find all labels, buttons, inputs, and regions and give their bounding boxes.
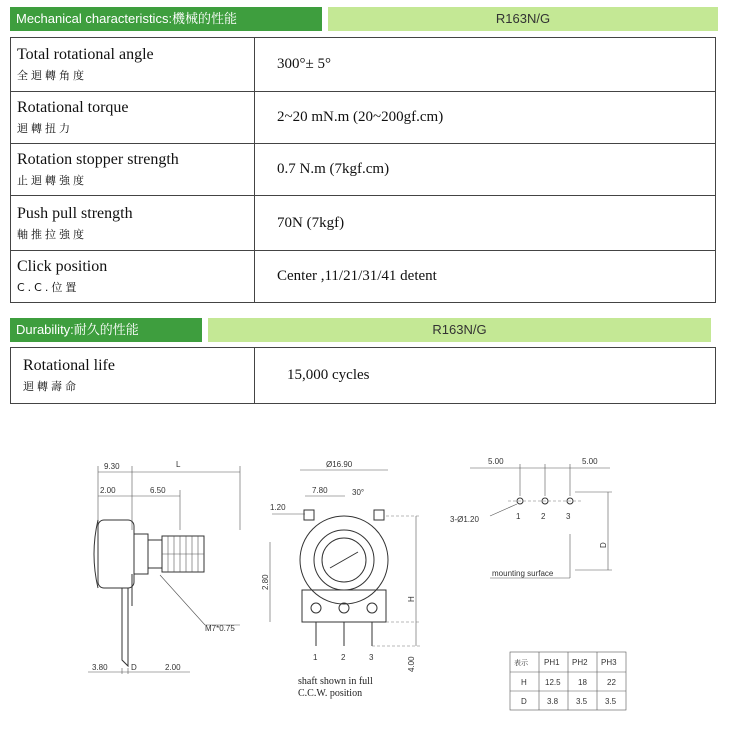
table-cell: 18: [578, 678, 587, 687]
thread-label: M7*0.75: [205, 624, 235, 633]
dim-D-pins: D: [599, 542, 608, 548]
table-header-cell: PH1: [544, 658, 560, 667]
dim-L: L: [176, 460, 181, 469]
pin-2-front: 2: [341, 653, 346, 662]
front-caption-2: C.C.W. position: [298, 688, 363, 699]
row-label-zh: 全迴轉角度: [17, 69, 87, 82]
technical-drawing: [0, 430, 730, 730]
front-caption-1: shaft shown in full: [298, 676, 373, 687]
table-header-cell: PH2: [572, 658, 588, 667]
durability-section-header: Durability:耐久的性能: [10, 318, 202, 342]
table-cell: D: [521, 697, 527, 706]
row-value: 15,000 cycles: [255, 348, 716, 404]
pin-3-layout: 3: [566, 512, 571, 521]
hole-label: 3-Ø1.20: [450, 515, 479, 524]
table-cell: 3.5: [576, 697, 588, 706]
row-value: 300°± 5°: [255, 38, 716, 92]
front-view-drawing: [261, 460, 420, 699]
durability-spec-table: [10, 347, 716, 404]
row-label-en: Click position: [17, 258, 108, 275]
table-row: [11, 251, 716, 303]
mounting-surface-label: mounting surface: [492, 569, 554, 578]
row-value: 70N (7kgf): [255, 196, 716, 251]
dim-1-20: 1.20: [270, 503, 286, 512]
side-view-drawing: [88, 460, 240, 674]
dim-4-00: 4.00: [407, 656, 416, 672]
pin-2-layout: 2: [541, 512, 546, 521]
row-label-en: Rotation stopper strength: [17, 151, 179, 168]
pin-1-layout: 1: [516, 512, 521, 521]
row-value: 0.7 N.m (7kgf.cm): [255, 144, 716, 196]
row-label-zh: C.C.位置: [17, 281, 80, 294]
dim-H: H: [407, 596, 416, 602]
row-label-zh: 軸推拉強度: [17, 227, 87, 241]
dim-2-80: 2.80: [261, 574, 270, 590]
table-cell: H: [521, 678, 527, 687]
table-cell: 12.5: [545, 678, 561, 687]
row-label-en: Push pull strength: [17, 204, 133, 222]
durability-model-header: R163N/G: [208, 318, 711, 342]
dim-9-30: 9.30: [104, 462, 120, 471]
row-value: Center ,11/21/31/41 detent: [255, 251, 716, 303]
row-label-zh: 止迴轉強度: [17, 174, 87, 187]
dim-7-80: 7.80: [312, 486, 328, 495]
mechanical-spec-table: [10, 37, 716, 303]
dim-D-side: D: [131, 663, 137, 672]
dim-dia: Ø16.90: [326, 460, 353, 469]
row-label-en: Rotational torque: [17, 99, 129, 116]
dim-6-50: 6.50: [150, 486, 166, 495]
table-row: [11, 92, 716, 144]
dim-3-80: 3.80: [92, 663, 108, 672]
row-label-en: Rotational life: [23, 357, 115, 374]
dim-30deg: 30°: [352, 488, 365, 497]
table-cell: 3.5: [605, 697, 617, 706]
row-value: 2~20 mN.m (20~200gf.cm): [255, 92, 716, 144]
mechanical-model-header: R163N/G: [328, 7, 718, 31]
pin-1-front: 1: [313, 653, 318, 662]
pin-3-front: 3: [369, 653, 374, 662]
dim-2-00-bottom: 2.00: [165, 663, 181, 672]
dim-2-00: 2.00: [100, 486, 116, 495]
row-label-en: Total rotational angle: [17, 46, 154, 63]
pin-layout-drawing: [450, 457, 612, 578]
table-row: [11, 144, 716, 196]
row-label-zh: 迴轉壽命: [23, 380, 79, 393]
row-label-zh: 迴轉扭力: [17, 122, 73, 135]
dim-5-00-left: 5.00: [488, 457, 504, 466]
table-row: [11, 348, 716, 404]
mechanical-section-header: Mechanical characteristics:機械的性能: [10, 7, 322, 31]
table-header-cell: 表示: [514, 659, 528, 667]
dim-5-00-right: 5.00: [582, 457, 598, 466]
dimension-table: [510, 652, 626, 710]
table-row: [11, 38, 716, 92]
table-header-cell: PH3: [601, 658, 617, 667]
table-cell: 22: [607, 678, 616, 687]
table-cell: 3.8: [547, 697, 559, 706]
table-row: [11, 196, 716, 251]
